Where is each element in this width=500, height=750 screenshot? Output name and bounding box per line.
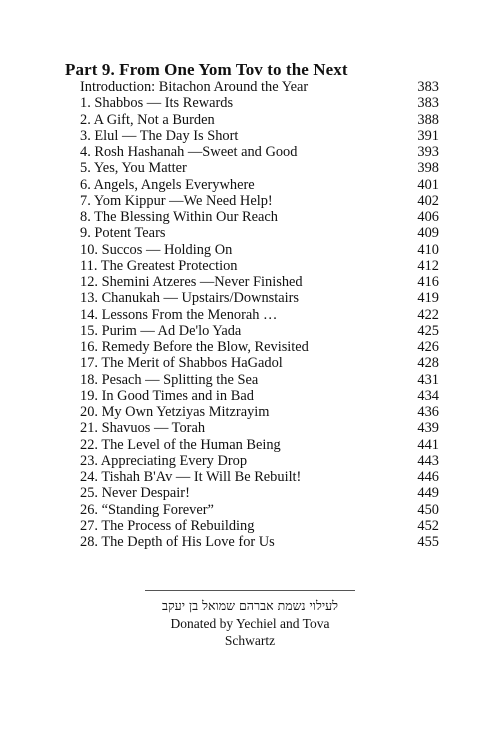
toc-entry-page: 383 bbox=[417, 79, 439, 95]
toc-entry-title: 23. Appreciating Every Drop bbox=[80, 452, 248, 469]
toc-entry-page: 443 bbox=[417, 452, 439, 469]
toc-entry bbox=[80, 274, 439, 290]
toc-entry-title: 2. A Gift, Not a Burden bbox=[80, 111, 215, 128]
toc-entry-page: 441 bbox=[417, 436, 439, 453]
toc-entry-title: 20. My Own Yetziyas Mitzrayim bbox=[80, 404, 270, 420]
toc-entry-title: 17. The Merit of Shabbos HaGadol bbox=[80, 355, 283, 372]
dedication-donors: Donated by Yechiel and Tova Schwartz bbox=[170, 616, 330, 648]
toc-entry-page: 446 bbox=[417, 469, 439, 485]
toc-entry-title: 11. The Greatest Protection bbox=[80, 257, 238, 274]
toc-entry-title: 28. The Depth of His Love for Us bbox=[80, 534, 275, 550]
toc-entry-title: 22. The Level of the Human Being bbox=[80, 436, 281, 453]
toc-entry-page: 391 bbox=[417, 127, 439, 144]
toc-entry-page: 450 bbox=[417, 501, 439, 518]
toc-entry bbox=[80, 144, 439, 160]
toc-entry-title: 16. Remedy Before the Blow, Revisited bbox=[80, 339, 309, 355]
toc-entry-title: 14. Lessons From the Menorah … bbox=[80, 306, 278, 323]
toc-entry-title: 25. Never Despair! bbox=[80, 485, 190, 502]
toc-entry-title: 21. Shavuos — Torah bbox=[80, 420, 206, 437]
toc-entry-page: 416 bbox=[417, 274, 439, 290]
toc-entry bbox=[80, 355, 439, 371]
toc-entry-title: Introduction: Bitachon Around the Year bbox=[80, 79, 309, 95]
toc-entry-title: 24. Tishah B'Av — It Will Be Rebuilt! bbox=[80, 469, 302, 485]
toc-entry-title: 10. Succos — Holding On bbox=[80, 241, 233, 258]
toc-entry bbox=[80, 420, 439, 436]
toc-entry bbox=[80, 95, 439, 111]
toc-entry-page: 422 bbox=[417, 306, 439, 323]
toc-entry-page: 406 bbox=[417, 209, 439, 225]
toc-entry bbox=[80, 404, 439, 420]
toc-entry-page: 410 bbox=[417, 241, 439, 258]
toc-entry-title: 9. Potent Tears bbox=[80, 225, 166, 242]
table-of-contents bbox=[80, 79, 439, 550]
toc-entry bbox=[80, 128, 439, 144]
toc-entry bbox=[80, 242, 439, 258]
toc-entry bbox=[80, 209, 439, 225]
toc-entry-page: 428 bbox=[417, 355, 439, 372]
toc-entry bbox=[80, 453, 439, 469]
toc-entry-page: 401 bbox=[417, 176, 439, 193]
toc-entry-title: 8. The Blessing Within Our Reach bbox=[80, 209, 278, 225]
toc-entry-title: 3. Elul — The Day Is Short bbox=[80, 127, 239, 144]
toc-entry-page: 431 bbox=[417, 371, 439, 388]
toc-entry-title: 4. Rosh Hashanah —Sweet and Good bbox=[80, 144, 298, 160]
toc-entry bbox=[80, 258, 439, 274]
toc-entry bbox=[80, 534, 439, 550]
toc-entry bbox=[80, 112, 439, 128]
toc-entry bbox=[80, 193, 439, 209]
toc-entry-page: 412 bbox=[417, 257, 439, 274]
toc-entry bbox=[80, 160, 439, 176]
dedication-hebrew: לעילוי נשמת אברהם שמואל בן יעקב bbox=[161, 598, 339, 613]
dedication-block bbox=[145, 590, 355, 649]
toc-entry-title: 1. Shabbos — Its Rewards bbox=[80, 95, 234, 112]
toc-entry-page: 393 bbox=[417, 144, 439, 160]
toc-entry bbox=[80, 290, 439, 306]
toc-entry-title: 6. Angels, Angels Everywhere bbox=[80, 176, 255, 193]
toc-entry bbox=[80, 518, 439, 534]
toc-entry-title: 13. Chanukah — Upstairs/Downstairs bbox=[80, 290, 300, 307]
toc-entry-page: 425 bbox=[417, 322, 439, 339]
toc-entry-title: 18. Pesach — Splitting the Sea bbox=[80, 371, 259, 388]
toc-entry-title: 19. In Good Times and in Bad bbox=[80, 387, 254, 404]
toc-entry-page: 402 bbox=[417, 192, 439, 209]
toc-entry bbox=[80, 307, 439, 323]
toc-entry-page: 455 bbox=[417, 534, 439, 550]
toc-entry-page: 388 bbox=[417, 111, 439, 128]
toc-entry-title: 12. Shemini Atzeres —Never Finished bbox=[80, 274, 303, 290]
toc-entry bbox=[80, 225, 439, 241]
toc-entry-title: 15. Purim — Ad De'lo Yada bbox=[80, 322, 242, 339]
toc-entry-page: 452 bbox=[417, 517, 439, 534]
toc-entry bbox=[80, 485, 439, 501]
toc-entry-page: 436 bbox=[417, 404, 439, 420]
toc-entry bbox=[80, 437, 439, 453]
toc-entry bbox=[80, 177, 439, 193]
part-heading: Part 9. From One Yom Tov to the Next bbox=[65, 60, 348, 79]
toc-entry bbox=[80, 79, 439, 95]
toc-entry-page: 449 bbox=[417, 485, 439, 502]
toc-entry-page: 383 bbox=[417, 95, 439, 112]
toc-entry bbox=[80, 388, 439, 404]
toc-entry bbox=[80, 502, 439, 518]
toc-entry bbox=[80, 469, 439, 485]
toc-entry bbox=[80, 323, 439, 339]
toc-entry-title: 5. Yes, You Matter bbox=[80, 160, 187, 177]
toc-entry-page: 419 bbox=[417, 290, 439, 307]
toc-entry-title: 7. Yom Kippur —We Need Help! bbox=[80, 192, 273, 209]
toc-entry-page: 426 bbox=[417, 339, 439, 355]
toc-entry bbox=[80, 372, 439, 388]
toc-entry-title: 27. The Process of Rebuilding bbox=[80, 517, 255, 534]
toc-entry bbox=[80, 339, 439, 355]
toc-entry-page: 398 bbox=[417, 160, 439, 177]
toc-entry-title: 26. “Standing Forever” bbox=[80, 501, 214, 518]
toc-entry-page: 439 bbox=[417, 420, 439, 437]
toc-entry-page: 409 bbox=[417, 225, 439, 242]
toc-entry-page: 434 bbox=[417, 387, 439, 404]
